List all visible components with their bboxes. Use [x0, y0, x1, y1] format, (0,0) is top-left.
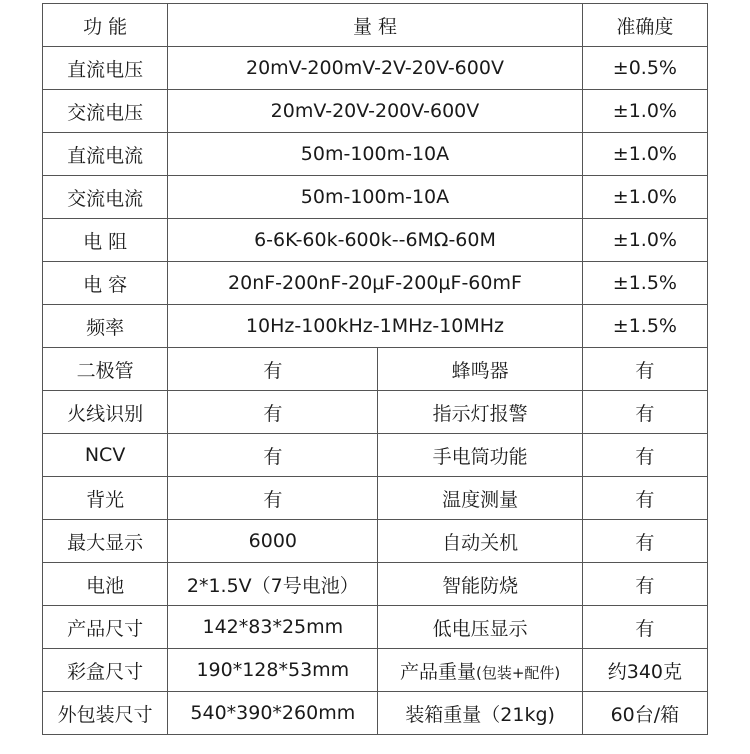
range-cell: 50m-100m-10A: [168, 176, 583, 219]
feature-value: 有: [168, 434, 378, 477]
measure-row: [43, 176, 708, 219]
function-cell: 直流电流: [43, 133, 168, 176]
feature-value: 有: [168, 348, 378, 391]
feature-label-main: 产品重量: [399, 660, 476, 683]
feature-value: 有: [582, 563, 707, 606]
accuracy-cell: ±1.5%: [582, 262, 707, 305]
header-range: 量 程: [168, 4, 583, 47]
function-cell: 电 阻: [43, 219, 168, 262]
feature-row: [43, 434, 708, 477]
feature-value: 有: [582, 348, 707, 391]
function-cell: 频率: [43, 305, 168, 348]
feature-label: 最大显示: [43, 520, 168, 563]
range-cell: 20mV-200mV-2V-20V-600V: [168, 47, 583, 90]
accuracy-cell: ±1.0%: [582, 176, 707, 219]
feature-label: 电池: [43, 563, 168, 606]
feature-label: 火线识别: [43, 391, 168, 434]
accuracy-cell: ±1.5%: [582, 305, 707, 348]
header-accuracy: 准确度: [582, 4, 707, 47]
feature-label: 低电压显示: [378, 606, 582, 649]
feature-value: 约340克: [582, 649, 707, 692]
measure-row: [43, 90, 708, 133]
range-cell: 20mV-20V-200V-600V: [168, 90, 583, 133]
feature-row: [43, 391, 708, 434]
range-cell: 6-6K-60k-600k--6MΩ-60M: [168, 219, 583, 262]
feature-row: [43, 348, 708, 391]
measure-row: [43, 133, 708, 176]
measure-row: [43, 262, 708, 305]
accuracy-cell: ±0.5%: [582, 47, 707, 90]
feature-label: 自动关机: [378, 520, 582, 563]
accuracy-cell: ±1.0%: [582, 90, 707, 133]
feature-value: 540*390*260mm: [168, 692, 378, 735]
feature-value: 142*83*25mm: [168, 606, 378, 649]
feature-label: [378, 649, 582, 692]
range-cell: 20nF-200nF-20μF-200μF-60mF: [168, 262, 583, 305]
feature-value: 60台/箱: [582, 692, 707, 735]
range-cell: 10Hz-100kHz-1MHz-10MHz: [168, 305, 583, 348]
feature-label: 二极管: [43, 348, 168, 391]
feature-label: 产品尺寸: [43, 606, 168, 649]
feature-label: 背光: [43, 477, 168, 520]
feature-value: 有: [168, 477, 378, 520]
feature-value: 有: [582, 434, 707, 477]
feature-value: 6000: [168, 520, 378, 563]
feature-row: [43, 649, 708, 692]
feature-value: 有: [168, 391, 378, 434]
feature-row: [43, 692, 708, 735]
feature-label: NCV: [43, 434, 168, 477]
range-cell: 50m-100m-10A: [168, 133, 583, 176]
function-cell: 直流电压: [43, 47, 168, 90]
feature-row: [43, 520, 708, 563]
feature-value: 有: [582, 520, 707, 563]
feature-label: 彩盒尺寸: [43, 649, 168, 692]
feature-label: 指示灯报警: [378, 391, 582, 434]
function-cell: 交流电流: [43, 176, 168, 219]
feature-value: 有: [582, 477, 707, 520]
spec-table: [42, 3, 708, 735]
feature-label: 外包装尺寸: [43, 692, 168, 735]
feature-row: [43, 606, 708, 649]
header-row: [43, 4, 708, 47]
feature-label: 温度测量: [378, 477, 582, 520]
accuracy-cell: ±1.0%: [582, 133, 707, 176]
measure-row: [43, 305, 708, 348]
function-cell: 交流电压: [43, 90, 168, 133]
header-function: 功 能: [43, 4, 168, 47]
feature-value: 2*1.5V（7号电池）: [168, 563, 378, 606]
feature-row: [43, 477, 708, 520]
feature-label-note: (包装+配件): [475, 663, 561, 682]
accuracy-cell: ±1.0%: [582, 219, 707, 262]
feature-row: [43, 563, 708, 606]
feature-label: 智能防烧: [378, 563, 582, 606]
feature-label: 装箱重量（21kg): [378, 692, 582, 735]
feature-label: 蜂鸣器: [378, 348, 582, 391]
function-cell: 电 容: [43, 262, 168, 305]
measure-row: [43, 47, 708, 90]
feature-value: 有: [582, 391, 707, 434]
feature-value: 有: [582, 606, 707, 649]
feature-label: 手电筒功能: [378, 434, 582, 477]
feature-value: 190*128*53mm: [168, 649, 378, 692]
measure-row: [43, 219, 708, 262]
